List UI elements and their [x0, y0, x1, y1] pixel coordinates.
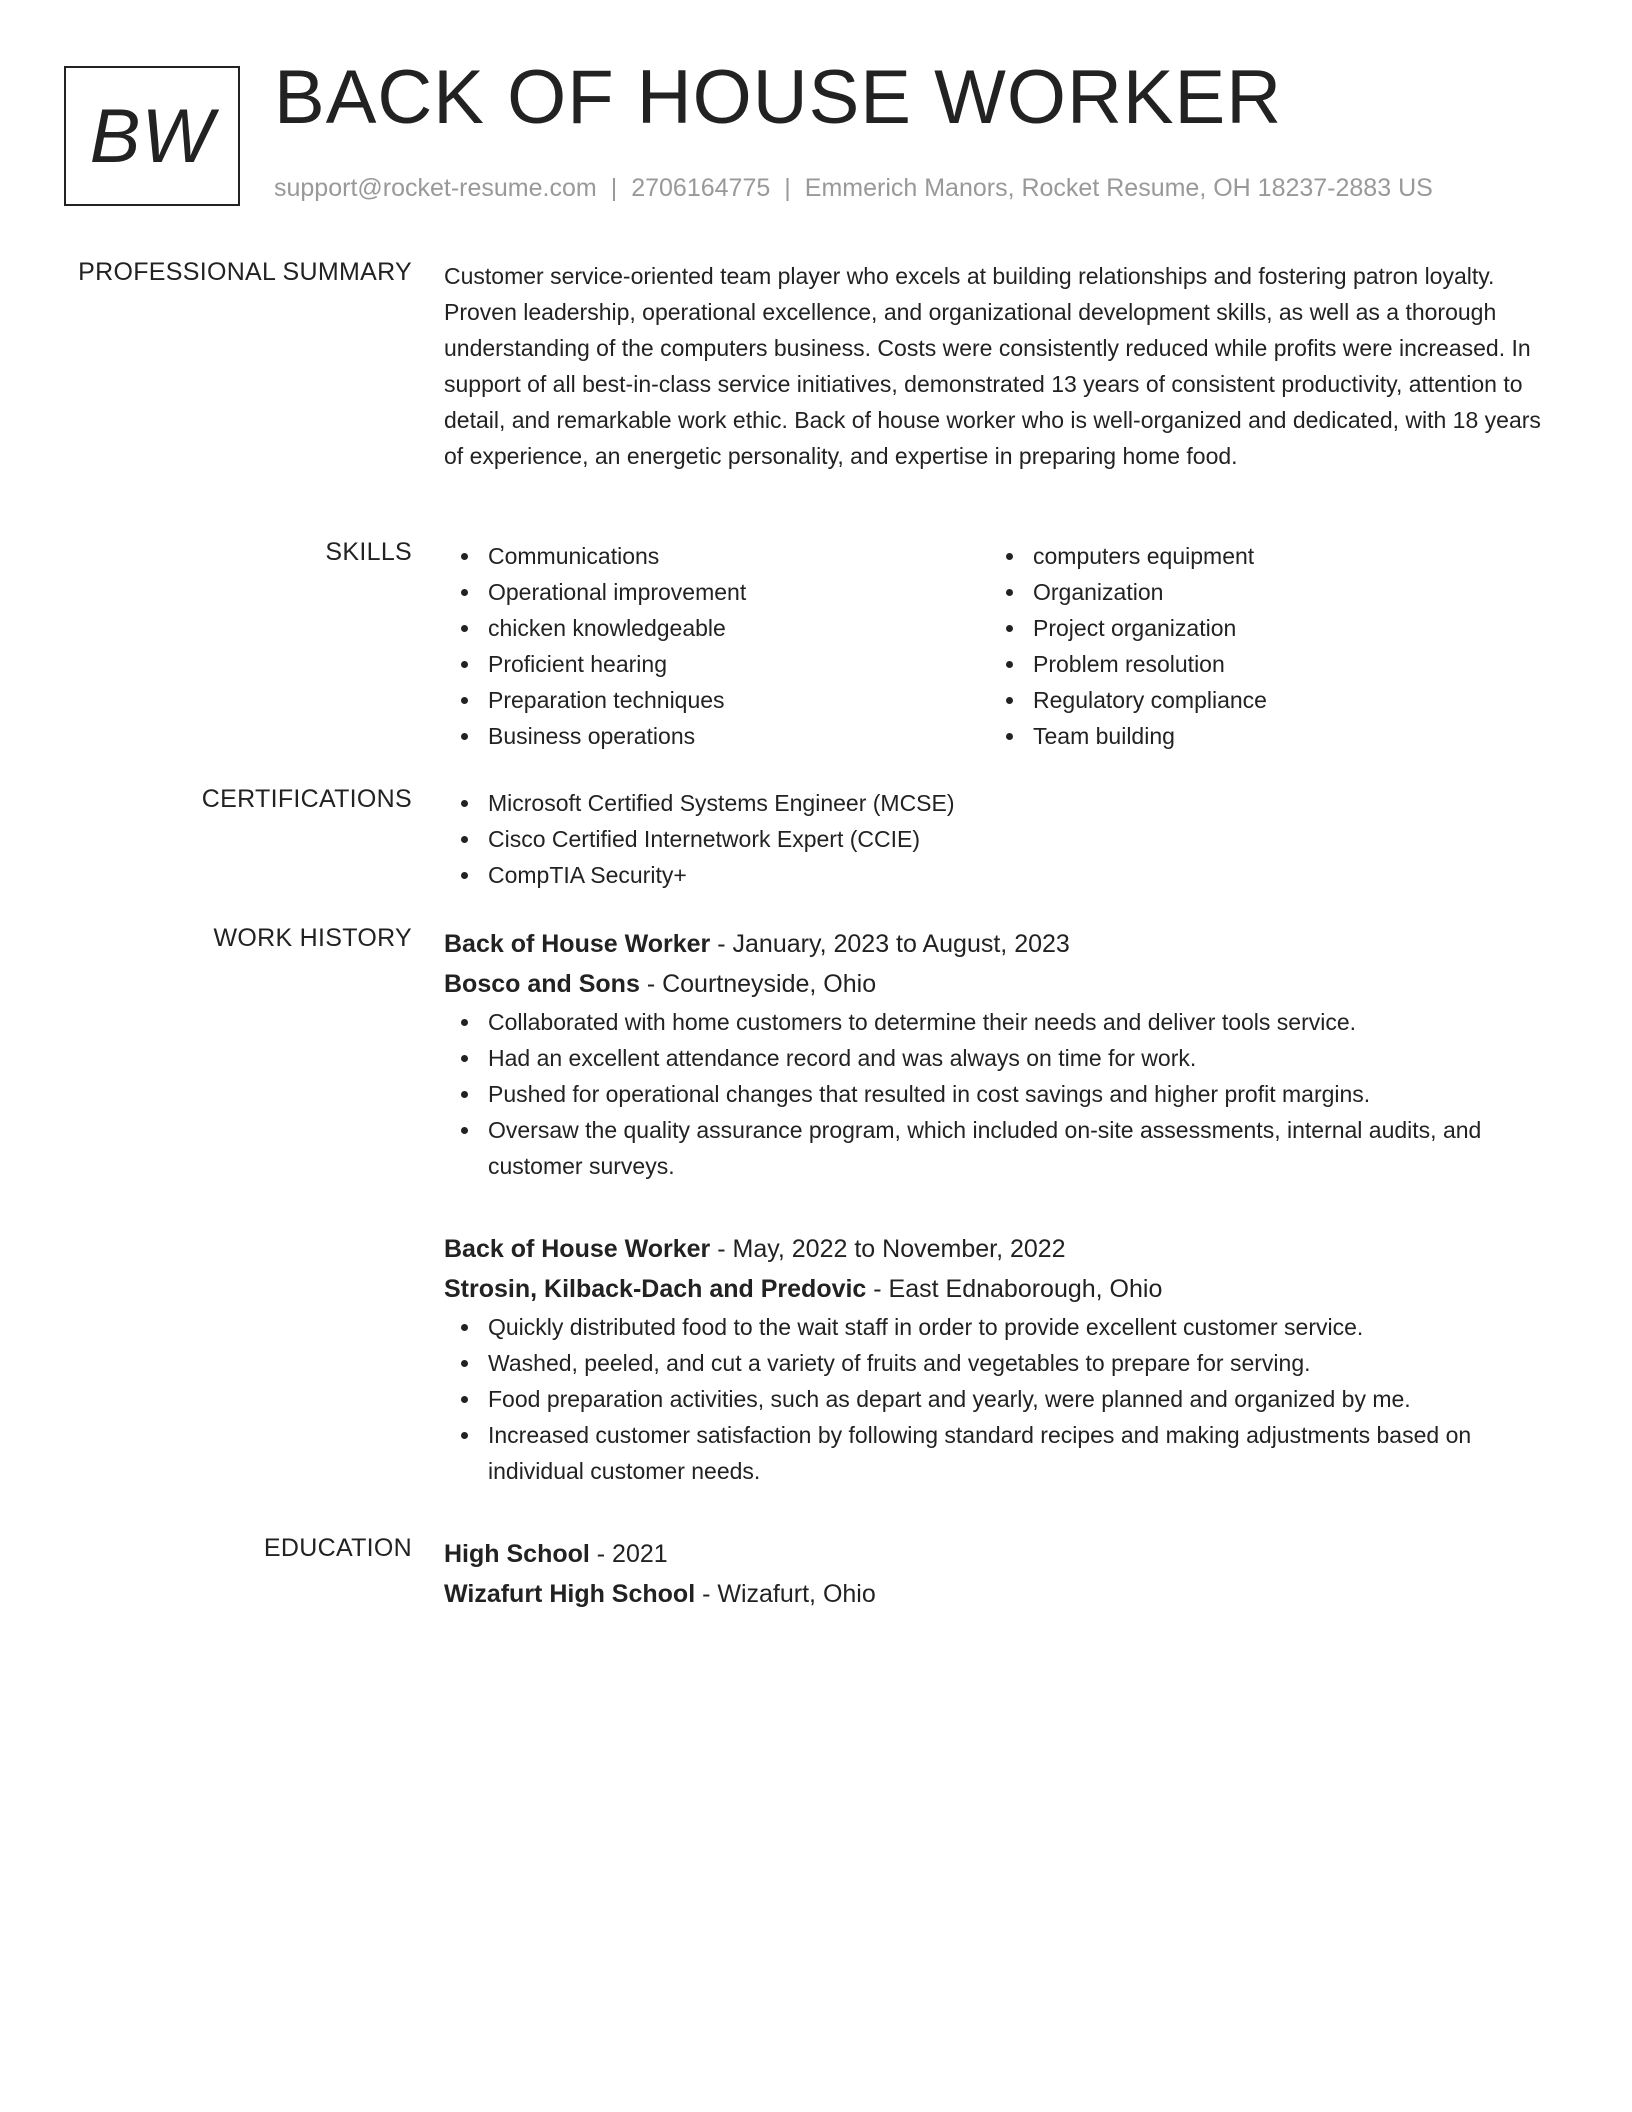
contact-email: support@rocket-resume.com [274, 174, 597, 202]
section-title-certifications: CERTIFICATIONS [201, 785, 412, 813]
job-bullet: Collaborated with home customers to determine their needs and deliver tools service. [488, 1004, 1556, 1040]
skills-list [444, 538, 1556, 754]
candidate-name: BACK OF HOUSE WORKER [274, 55, 1283, 140]
job-company: Strosin, Kilback-Dach and Predovic [444, 1275, 867, 1303]
job-bullet: Oversaw the quality assurance program, which included on-site assessments, internal audits, and customer surveys. [488, 1112, 1556, 1184]
skills-column-right [989, 538, 1534, 754]
education-year: - 2021 [589, 1540, 668, 1568]
skill-item: Operational improvement [488, 574, 989, 610]
job-bullet: Increased customer satisfaction by following standard recipes and making adjustments based on individual customer needs. [488, 1417, 1556, 1489]
job-bullet: Food preparation activities, such as depart and yearly, were planned and organized by me. [488, 1381, 1556, 1417]
job-location: - East Ednaborough, Ohio [866, 1275, 1163, 1303]
education-school: Wizafurt High School [444, 1580, 696, 1608]
contact-address: Emmerich Manors, Rocket Resume, OH 18237-2883 US [804, 174, 1433, 202]
contact-separator: | [610, 174, 618, 202]
certification-item: CompTIA Security+ [488, 857, 1556, 893]
education-school-line [444, 1574, 1556, 1614]
skill-item: Preparation techniques [488, 682, 989, 718]
job-bullet: Had an excellent attendance record and was always on time for work. [488, 1040, 1556, 1076]
job-bullets [444, 1004, 1556, 1184]
skills-column-left [444, 538, 989, 754]
skill-item: chicken knowledgeable [488, 610, 989, 646]
contact-separator: | [784, 174, 791, 202]
skill-item: Business operations [488, 718, 989, 754]
job-company-line [444, 964, 1556, 1004]
job-role: Back of House Worker [444, 930, 711, 958]
section-title-education: EDUCATION [263, 1534, 412, 1562]
certification-item: Microsoft Certified Systems Engineer (MCSE) [488, 785, 1556, 821]
job-entry [444, 1229, 1556, 1489]
skill-item: Regulatory compliance [1033, 682, 1534, 718]
education-location: - Wizafurt, Ohio [695, 1580, 876, 1608]
skill-item: Proficient hearing [488, 646, 989, 682]
job-bullet: Washed, peeled, and cut a variety of fruits and vegetables to prepare for serving. [488, 1345, 1556, 1381]
job-company-line [444, 1269, 1556, 1309]
job-bullet: Pushed for operational changes that resulted in cost savings and higher profit margins. [488, 1076, 1556, 1112]
contact-phone: 2706164775 [631, 174, 771, 202]
job-dates: - January, 2023 to August, 2023 [710, 930, 1070, 958]
skill-item: Organization [1033, 574, 1534, 610]
skill-item: Team building [1033, 718, 1534, 754]
job-dates: - May, 2022 to November, 2022 [710, 1235, 1066, 1263]
certification-item: Cisco Certified Internetwork Expert (CCIE) [488, 821, 1556, 857]
certifications-list [444, 785, 1556, 893]
section-title-summary: PROFESSIONAL SUMMARY [78, 258, 412, 286]
job-company: Bosco and Sons [444, 970, 640, 998]
skill-item: Communications [488, 538, 989, 574]
summary-text: Customer service-oriented team player who excels at building relationships and fostering patron loyalty. Proven leadership, operational excellence, and organizational development skills, as well as a thorough understanding of the computers business. Costs were consistently reduced while profits were increased. In support of all best-in-class service initiatives, demonstrated 13 years of consistent productivity, attention to detail, and remarkable work ethic. Back of house worker who is well-organized and dedicated, with 18 years of experience, an energetic personality, and expertise in preparing home food. [444, 263, 1541, 469]
initials-monogram: BW [64, 66, 240, 206]
section-title-work: WORK HISTORY [213, 924, 412, 952]
education-entry [444, 1534, 1556, 1614]
section-title-skills: SKILLS [325, 538, 412, 566]
job-title-line [444, 1229, 1556, 1269]
job-role: Back of House Worker [444, 1235, 711, 1263]
job-entry [444, 924, 1556, 1184]
education-degree: High School [444, 1540, 590, 1568]
education-degree-line [444, 1534, 1556, 1574]
job-bullet: Quickly distributed food to the wait staff in order to provide excellent customer service. [488, 1309, 1556, 1345]
skill-item: computers equipment [1033, 538, 1534, 574]
skill-item: Project organization [1033, 610, 1534, 646]
job-bullets [444, 1309, 1556, 1489]
skill-item: Problem resolution [1033, 646, 1534, 682]
job-location: - Courtneyside, Ohio [639, 970, 877, 998]
contact-line [274, 174, 1433, 203]
job-title-line [444, 924, 1556, 964]
